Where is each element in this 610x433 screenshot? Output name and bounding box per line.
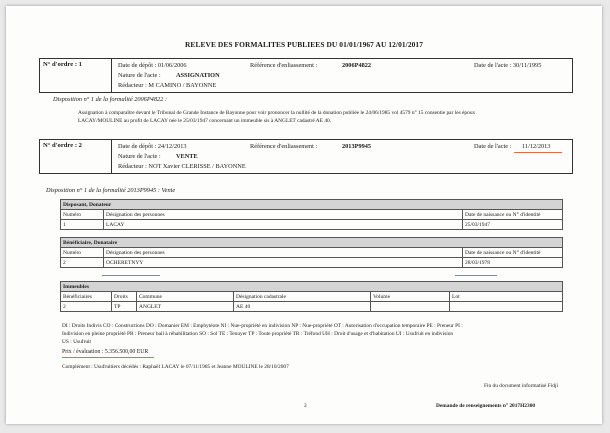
beneficiaire-row-designation: OCHERETNYY xyxy=(104,258,463,268)
beneficiaire-col-date: Date de naissance ou N° d'identité xyxy=(463,248,563,258)
immeubles-table xyxy=(60,281,563,312)
ordre-1-redacteur: Rédacteur : M CAMINO / BAYONNE xyxy=(118,82,217,89)
table-row xyxy=(61,258,563,268)
ordre-2-ref-label: Référence d'enliassement : xyxy=(250,143,318,150)
beneficiaire-row-date: 28/03/1978 xyxy=(463,258,563,268)
demande-reference: Demande de renseignements n° 2017H2300 xyxy=(436,403,536,409)
disposant-row-date: 25/03/1947 xyxy=(463,220,563,230)
disposant-table xyxy=(60,199,563,230)
ordre-1-label: N° d'ordre : 1 xyxy=(40,59,112,92)
beneficiaire-col-numero: Numéro xyxy=(61,248,104,258)
immeubles-col-beneficiaires: Bénéficiaires xyxy=(61,292,112,302)
beneficiaire-table xyxy=(60,237,563,268)
immeubles-row-lot xyxy=(450,302,563,312)
legend-line-3: US : Usufruit xyxy=(62,339,92,345)
ordre-1-nature-value: ASSIGNATION xyxy=(176,72,220,79)
ordre-2-redacteur: Rédacteur : NOT Xavier CLERISSE / BAYONNE xyxy=(118,163,246,170)
immeubles-row-droits: TP xyxy=(112,302,137,312)
ordre-2-date-depot: Date de dépôt : 24/12/2013 xyxy=(118,143,187,150)
disposant-col-date: Date de naissance ou N° d'identité xyxy=(463,210,563,220)
ordre-2-nature-label: Nature de l'acte : xyxy=(118,153,161,160)
disposant-col-numero: Numéro xyxy=(61,210,104,220)
immeubles-row-volume xyxy=(371,302,450,312)
disposant-row-numero: 1 xyxy=(61,220,104,230)
immeubles-col-droits: Droits xyxy=(112,292,137,302)
disposition-2-heading: Disposition n° 1 de la formalité 2013P9945 : Vente xyxy=(46,187,176,194)
disposant-col-designation: Désignation des personnes xyxy=(104,210,463,220)
ordre-1-box xyxy=(39,58,573,93)
immeubles-col-designation: Désignation cadastrale xyxy=(234,292,371,302)
beneficiaire-col-designation: Désignation des personnes xyxy=(104,248,463,258)
legend-line-1: DI : Droits Indivis CO : Constructions DO : Domanier EM : Emphytéote NI : Nue-propriété en indivision NP : Nue-propriété OT : Autorisation d'occupation temporaire PE : Preneur PI : xyxy=(62,323,463,329)
table-row xyxy=(61,302,563,312)
beneficiaire-section-title: Bénéficiaire, Donataire xyxy=(61,238,563,248)
disposant-row-designation: LACAY xyxy=(104,220,463,230)
ordre-1-date-acte: Date de l'acte : 30/11/1995 xyxy=(474,62,542,69)
disposant-section-title: Disposant, Donateur xyxy=(61,200,563,210)
document-page xyxy=(6,6,602,424)
immeubles-section-title: Immeubles xyxy=(61,282,563,292)
legend-line-2: Indivision en pleine propriété PR : Preneur bail à réhabilitation SO : Sol TE : Tenuyer TP : Toute propriété TR : Tréfond UH : Droit d'usage et d'habitation UI : Usufruit en indivision xyxy=(62,331,454,337)
ordre-2-ref-value: 2013P9945 xyxy=(342,143,372,150)
beneficiaire-name-underline xyxy=(102,275,160,276)
prix-underline xyxy=(62,357,154,358)
immeubles-col-commune: Commune xyxy=(137,292,234,302)
immeubles-row-beneficiaires: 2 xyxy=(61,302,112,312)
page-number: 2 xyxy=(304,403,307,409)
ordre-2-label: N° d'ordre : 2 xyxy=(40,140,112,173)
disposition-1-heading: Disposition n° 1 de la formalité 2006P4822 : xyxy=(53,96,167,103)
immeubles-row-commune: ANGLET xyxy=(137,302,234,312)
ordre-2-date-acte-value: 11/12/2013 xyxy=(522,143,551,150)
ordre-2-date-acte-label: Date de l'acte : xyxy=(474,143,512,150)
complement-text: Complément : Usufruitiers décédés : Raphaël LACAY le 07/11/1985 et Jeanne MOULINE le 28/10/2007 xyxy=(62,364,289,370)
prix-evaluation: Prix / évaluation : 5.356.500,00 EUR xyxy=(62,349,149,355)
beneficiaire-row-numero: 2 xyxy=(61,258,104,268)
fin-document: Fin du document informatisé Fidji xyxy=(484,383,558,389)
document-title: RELEVE DES FORMALITES PUBLIEES DU 01/01/1967 AU 12/01/2017 xyxy=(184,40,424,49)
immeubles-row-designation: AE 40 xyxy=(234,302,371,312)
ordre-2-nature-value: VENTE xyxy=(176,153,198,160)
table-row xyxy=(61,220,563,230)
ordre-2-date-acte-underline xyxy=(514,152,562,153)
disposition-1-text-line-2: LACAY/MOULINE au profit de LACAY née le 25/03/1947 concernant un immeuble sis à ANGLET cadastré AE 40. xyxy=(78,118,332,124)
ordre-1-nature-label: Nature de l'acte : xyxy=(118,72,161,79)
ordre-1-date-depot: Date de dépôt : 01/06/2006 xyxy=(118,62,187,69)
ordre-1-ref-value: 2006P4822 xyxy=(342,62,372,69)
ordre-2-box xyxy=(39,139,573,174)
immeubles-col-lot: Lot xyxy=(450,292,563,302)
disposition-1-text-line-1: Assignation à comparaître devant le Tribunal de Grande Instance de Bayonne pour voir prononcer la nullité de la donation publiée le 24/06/1985 vol 4579 n° 15 consentie par les époux xyxy=(78,110,476,116)
beneficiaire-date-underline xyxy=(455,275,497,276)
immeubles-col-volume: Volume xyxy=(371,292,450,302)
ordre-1-ref-label: Référence d'enliassement : xyxy=(250,62,318,69)
